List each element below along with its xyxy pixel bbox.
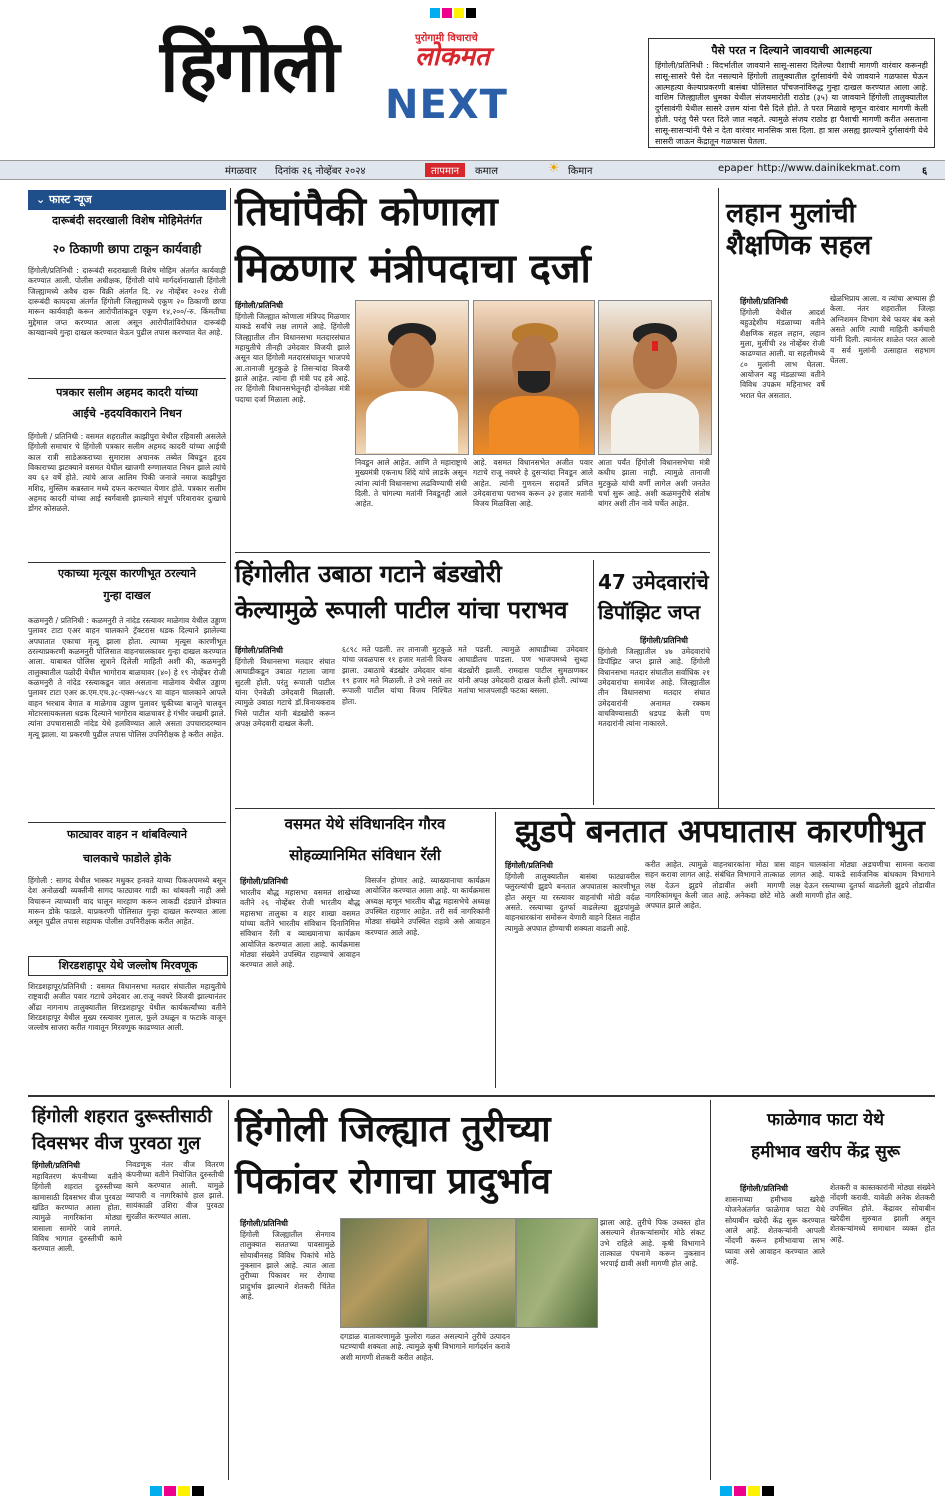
chevron-down-icon: ⌄ [36, 193, 50, 206]
registration-mark [720, 1486, 732, 1496]
dateline [0, 160, 945, 180]
fast-news-bar [28, 190, 226, 210]
lead-article-col4: आता पर्यंत हिंगोली विधानसभेचा मंत्री कधीच झाला नाही. त्यामुळे तानाजी मुटकुळे यांची वर्णी लागेल अशी जनतेत चर्चा सुरू आहे. अशी कळमनुरीचे संतोष बांगर अशी तीन नावे चर्चेत आहेत. [598, 458, 710, 509]
registration-mark [178, 1486, 190, 1496]
website-url[interactable]: http://www.dainikekmat.com [757, 163, 901, 174]
story2-byline: हिंगोली/प्रतिनिधी [235, 646, 284, 655]
story7-byline: हिंगोली/प्रतिनिधी [240, 1219, 289, 1228]
story5-col3: वाहन चालकांना मोठ्या अडचणीचा सामना करावा लागत आहे. याकडे सार्वजनिक बांधकाम विभागाने लक्ष देऊन रस्त्याच्या दुतर्फा वाढलेली झुडपे तोडावीत अशी मागणी होत आहे. [790, 860, 935, 901]
story6-headline-2: दिवसभर वीज पुरवठा गुल [32, 1133, 201, 1154]
column-divider [710, 1100, 711, 1480]
left-article-4: हिंगोली : सागद येथील भास्कर मधुकर हनवते याच्या पिकअपमध्ये बसून देश अनोळखी व्यक्तीनी सागद फाट्यावर गाडी का थांबवली नाही असे विचारून त्याच्याशी वाद घालून मारहाण करून लाकडी दंड्याने डोक्यात मारून डोके फाडले. याप्रकरणी पोलिसात गुन्हा दाखल करण्यात आला असून पुढील तपास सहायक पोलीस उपनिरीक्षक करीत आहेत. [28, 876, 226, 927]
epaper-label: epaper [718, 163, 754, 174]
left-headline-1: दारूबंदी सदरखाली विशेष मोहिमेतंर्गत [52, 214, 202, 227]
lead-headline-1: तिघांपैकी कोणाला [235, 189, 498, 235]
registration-mark [466, 8, 476, 18]
column-divider [593, 560, 594, 805]
story2-headline-1: हिंगोलीत उबाठा गटाने बंडखोरी [235, 560, 502, 588]
right-article-col2: खेळभिप्राय आला. व त्यांचा अभ्यास ही केला. नंतर शहरातील जिल्हा अग्निशमन विभाग येथे फायर बंब कसे असते आणि त्याची माहिती कर्मचारी यांनी दिली. त्यानंतर शाळेत परत आलो व सर्व मुलांनी उत्साहात सहभाग घेतला. [830, 294, 935, 366]
left-headline-5: शिरडशहापूर येथे जल्लोष मिरवणूक [28, 956, 228, 976]
left-headline-3b: गुन्हा दाखल [103, 589, 151, 602]
story3-article: हिंगोली जिल्ह्यातील ४७ उमेदवारांचे डिपॉझिट जप्त झाले आहे. हिंगोली विधानसभा मतदार संघातील सर्वाधिक २१ उमेदवारांचा समावेश आहे. जिल्ह्यातील तीन विधानसभा मतदार संघात उमेदवारांनी अनामत रक्कम वाचविण्यासाठी धडपड केली पण मतदारांनी त्यांना नाकारले. [598, 647, 710, 729]
story5-col2: करीत आहेत. त्यामुळे वाहनधारकांना मोठा त्रास सहन करावा लागत आहे. संबंधित विभागाने तात्काळ लक्ष देऊन झुडपे तोडावीत अशी मागणी नागरिकांमधून केली जात आहे. अनेकदा छोटे मोठे अपघात झाले आहेत. [645, 860, 785, 911]
column-divider [718, 188, 719, 808]
left-headline-4: फाट्यावर वाहन न थांबविल्याने [67, 828, 187, 841]
story7-headline-2: पिकांवर रोगाचा प्रादुर्भाव [235, 1161, 551, 1202]
crop-photo-3 [516, 1218, 598, 1328]
divider [28, 822, 226, 823]
lead-headline-2: मिळणार मंत्रीपदाचा दर्जा [235, 246, 591, 292]
top-news-box [648, 38, 935, 148]
story8-col2: शेतकरी व कास्तकारांनी मोठ्या संख्येने नोंदणी करावी. यावेळी अनेक शेतकरी उपस्थित होते. केंद्रावर सोयाबीन खरेदीस सुरुवात झाली असून शेतकऱ्यांमध्ये समाधान व्यक्त होत आहे. [830, 1183, 935, 1244]
story6-headline-1: हिंगोली शहरात दुरूस्तीसाठी [32, 1106, 212, 1127]
left-headline-4b: चालकाचे फाडोले ड़ोके [83, 852, 171, 865]
column-divider [230, 188, 231, 1088]
registration-mark [762, 1486, 774, 1496]
sun-icon: ☀ [548, 161, 560, 176]
divider [28, 378, 226, 379]
registration-mark [454, 8, 464, 18]
story2-col2: ६८९८ मते पडली. तर तानाजी मुटकुळे यांचा जवळपास ११ हजार मतांनी विजय झाला. उबाठाचे बंडखोर उमेदवार यांना १९ हजार मते मिळाली. ते उभे नसते तर रूपाली पाटील यांचा विजय निश्चित होता. [342, 645, 452, 706]
divider [28, 562, 226, 563]
right-headline: लहान मुलांची शैक्षणिक सहल [726, 198, 872, 262]
registration-mark [150, 1486, 162, 1496]
top-news-title: पैसे परत न दिल्याने जावयाची आत्महत्या [711, 44, 872, 57]
story4-byline: हिंगोली/प्रतिनिधी [240, 877, 289, 886]
photo-navghare [598, 300, 712, 455]
column-divider [228, 1100, 229, 1480]
registration-mark [734, 1486, 746, 1496]
story5-headline: झुडपे बनतात अपघातास कारणीभुत [515, 812, 925, 850]
story3-headline-2: डिपॉझिट जप्त [598, 600, 701, 624]
story7-col2: दगडाळ वातावरणामुळे फुलोरा गळत असल्याने तुरीचे उत्पादन घटण्याची शक्यता आहे. त्यामुळे कृषी विभागाने मार्गदर्शन करावे अशी मागणी शेतकरी करीत आहेत. [340, 1332, 510, 1362]
brand-tagline: पुरोगामी विचाराचे [415, 33, 478, 44]
left-headline-3: एकाच्या मृत्यूस कारणीभूत ठरल्याने [58, 567, 196, 580]
left-headline-2b: आईचे -हदयविकाराने निधन [72, 407, 182, 420]
story3-headline-1: 47 उमेदवारांचे [598, 570, 709, 594]
story8-headline-2: हमीभाव खरीप केंद्र सुरू [751, 1142, 900, 1162]
divider [235, 552, 710, 553]
lead-byline: हिंगोली/प्रतिनिधी [235, 301, 284, 310]
page-number: ६ [922, 166, 928, 177]
temperature-label: तापमान [425, 163, 465, 177]
story6-col2: निवडणूक नंतर वीज वितरण कंपनीच्या वतीने नियोजित दुरुस्तीची कामे करण्यात आली. यामुळे व्यापारी व नागरिकांचे हाल झाले. सायंकाळी उशिरा वीज पुरवठा सुरळीत करण्यात आला. [126, 1160, 224, 1221]
story5-byline: हिंगोली/प्रतिनिधी [505, 861, 554, 870]
registration-mark [748, 1486, 760, 1496]
story7-col1: हिंगोली जिल्ह्यातील सेनगाव तालुक्यात सततच्या पावसामुळे सोयाबीनसह विविध पिकांचे मोठे नुकसान झाले आहे. त्यात आता तुरीच्या पिकावर मर रोगाचा प्रादुर्भाव झाल्याने शेतकरी चिंतेत आहे. [240, 1230, 335, 1302]
right-byline: हिंगोली/प्रतिनिधी [740, 297, 789, 306]
story8-headline-1: फाळेगाव फाटा येथे [767, 1110, 884, 1130]
story4-headline-1: वसमत येथे संविधानदिन गौरव [284, 815, 446, 833]
left-article-3: कळमनुरी / प्रतिनिधी : कळमनुरी ते नांदेड रस्त्यावर माळेगाव येथील उड्डाण पुलावर टाटा एअर वाहन चालकाने ट्रॅक्टरास धडक दिल्याने झालेल्या अपघातात एकाचा मृत्यू झाला होता. त्याच्या मृत्यूस कारणीभूत ठरल्याप्रकरणी कळमनुरी पोलिसात वाहनचालकावर गुन्हा दाखल करण्यात आला. याबाबत पोलिस सूत्राने दिलेली माहिती अशी की, कळमनुरी तालुक्यातील पळोदी येथील भागोराव बाळचावर (४०) हे १९ नोव्हेंबर रोजी कळमनुरी ते नांदेड रस्त्याकडून जात असताना माळेगाव येथील उड्डाण पुलावर टाटा एअर क्र.एम.एच.३८-एक्स-५४८९ या वाहन चालकाने आपले वाहन भरधाव वेगात व माळेगाव उड्डाण पुलावर चुकीच्या बाजूने चालवून मोटारसायकलला धडक दिल्याने भागोराव बाळचावर हे गंभीर जखमी झाले. त्यांना उपचारासाठी नांदेड येथे हलविण्यात आले असता उपचारादरम्यान मृत्यू झाला. या प्रकरणी पुढील तपास पोलिस उपनिरीक्षक हे करीत आहेत. [28, 616, 226, 739]
story4-headline-2: सोहळ्यानिमित संविधान रॅली [289, 846, 441, 864]
lead-article-col1: हिंगोली जिल्ह्यात कोणाला मंत्रिपद मिळणार याकडे सर्वांचे लक्ष लागले आहे. हिंगोली जिल्ह्यातील तीन विधानसभा मतदारसंघात महायुतीचे तीनही उमेदवार विजयी झाले असून यात हिंगोली मतदारसंघातून भाजपचे आ.तानाजी मुटकुळे हे तिसऱ्यांदा विजयी झाले आहेत. त्यांना ही मंत्री पद हवे आहे. तर हिंगोली विधानसभेतूनही दोनवेळा मंत्री पदाचा दर्जा मिळाला आहे. [235, 312, 350, 404]
story5-col1: हिंगोली तालुक्यातील बासंबा फाट्यावरील फ्लुरल्यांची झुडपे बनतात अपघातास कारणीभूत होत असून या रस्त्यावर वाहनांची मोठी वर्दळ असते. रस्त्याच्या दुतर्फा वाढलेल्या झुडपांमुळे वाहनधारकांना समोरून येणारी वाहने दिसत नाहीत त्यामुळे अपघात होण्याची शक्यता वाढली आहे. [505, 872, 640, 933]
story3-byline: हिंगोली/प्रतिनिधी [640, 636, 689, 645]
story6-col1: महावितरण कंपनीच्या वतीने हिंगोली शहरात दुरुस्तीच्या कामासाठी दिवसभर वीज पुरवठा खंडित करण्यात आला होता. त्यामुळे नागरिकांना मोठ्या त्रासाला सामोरे जावे लागले. विविध भागात दुरुस्तीची कामे करण्यात आली. [32, 1172, 122, 1254]
top-news-text: हिंगोली/प्रतिनिधी : विदर्भातील जावयाने सासू-सासरा दिलेल्या पैशाची मागणी वारंवार करूनही सासू-सासरे पैसे देत नसल्याने हिंगोली तालुक्यातील दुर्गसावंगी येथे जावयाने गळफास घेऊन आत्महत्या केल्याप्रकरणी बासंबा पोलिसात पाँचजनांविरुद्ध गुन्हा दाखल करण्यात आला आहे. वाशिम जिल्ह्यातील धुमका येथील संजयमारोती राठोड (३५) या जावयाने हिंगोली तालुक्यातील दुर्गसावंगी येथील सासरे उत्तम यांना पैसे दिले होते. ते परत मिळावे म्हणून वारंवार मागणी केली होती. परंतु पैसे परत दिले जात नव्हते. त्यामुळे संजय राठोड हा पैशाची मागणी करीत असताना सासू-सासर्‍यांनी पैसे न देता वारंवार मानसिक त्रास दिला. हा त्रास असह्य झाल्याने दुर्गसावंगी येथे सासरी जाऊन केंद्रातून गळफास घेतला. [655, 61, 928, 146]
crop-photo-1 [340, 1218, 428, 1328]
story2-col1: हिंगोली विधानसभा मतदार संघात आघाडीकडून उबाठा गटाला जागा सुटली होती. परंतु रूपाली पाटील यांना ऐनवेळी उमेदवारी मिळाली. त्यामुळे उबाठा गटाचे डॉ.विनायकराव भिसे पाटील यांनी बंडखोरी करून अपक्ष उमेदवारी दाखल केली. [235, 657, 335, 729]
column-divider [495, 812, 496, 1088]
lead-article-col3: आहे. वसमत विधानसभेत अजीत पवार गटाचे राजू नवघरे हे दुसऱ्यांदा निवडून आले आहेत. त्यांनी गुणरत्न सदावर्ते प्रणित उमेदवाराचा पराभव करून ३२ हजार मतांनी विजय मिळविला आहे. [473, 458, 593, 509]
registration-mark [192, 1486, 204, 1496]
right-article-col1: हिंगोली येथील आदर्श बहुउद्देशीय मंडळाच्या वतीने शैक्षणिक सहल लहान, लहान मुला, मुलींची २४ नोव्हेंबर रोजी काढण्यात आली. या सहलीमध्ये ८० मुलांनी लाभ घेतला. आयोजन बहु मंडळाच्या वतीने विविध उपक्रम महिनाभर वर्षे भरात घेत असतात. [740, 308, 825, 400]
story7-col3: झाला आहे. तुरीचे पिक उध्वस्त होत असल्याने शेतकऱ्यांसमोर मोठे संकट उभे राहिले आहे. कृषी विभागाने तात्काळ पंचनामे करून नुकसान भरपाई द्यावी अशी मागणी होत आहे. [600, 1218, 705, 1269]
story8-col1: शासनाच्या हमीभाव खरेदी योजनेअंतर्गत फाळेगाव फाटा येथे सोयाबीन खरेदी केंद्र सुरू करण्यात आले आहे. शेतकऱ्यांनी आपली नोंदणी करून हमीभावाचा लाभ घ्यावा असे आवाहन करण्यात आले आहे. [725, 1195, 825, 1267]
story4-col2: विसर्जन होणार आहे. व्याख्यानाचा कार्यक्रम आयोजित करण्यात आला आहे. या कार्यक्रमास अध्यक्ष म्हणून भारतीय बौद्ध महासभेचे अध्यक्ष उपस्थित राहणार आहेत. तरी सर्व नागरिकांनी मोठ्या संख्येने उपस्थित राहावे असे आवाहन करण्यात आले आहे. [365, 876, 490, 937]
edition-name: NEXT [385, 82, 508, 128]
temperature-max: कमाल [475, 166, 499, 177]
divider [28, 1095, 935, 1097]
story8-byline: हिंगोली/प्रतिनिधी [740, 1184, 789, 1193]
temperature-min: किमान [568, 166, 593, 177]
photo-bangar [473, 300, 595, 455]
registration-mark [442, 8, 452, 18]
left-article-2: हिंगोली / प्रतिनिधी : वसमत शहरातील काझीपुरा येथील रहिवासी असलेले हिंगोली समाचार चे हिंगोली पत्रकार सलीम अहमद कादरी यांच्या आईची काल रात्री साडेअकराच्या सुमारास अचानक तब्येत बिघडून हृदय विकाराच्या झटक्याने वसमत येथील खाजगी रुग्णालयात निधन झाले त्यांचे वय ६२ वर्षे होते. त्यांचे आज आलिम पिकी जनाजे नमाज काझीपुरा मशिद, मुस्लिम कब्रस्तान मध्ये दफन करण्यात येणार होते. पत्रकार सलीम अहमद कादरी यांच्या आई स्वर्गवासी झाल्याने संपूर्ण परिवारावर दुःखाचे डोंगर कोसळले. [28, 432, 226, 514]
crop-photo-2 [428, 1218, 516, 1328]
story6-byline: हिंगोली/प्रतिनिधी [32, 1161, 81, 1170]
fast-news-label: फास्ट न्यूज [49, 193, 92, 206]
masthead-title: हिंगोली [160, 24, 338, 108]
story2-headline-2: केल्यामुळे रूपाली पाटील यांचा पराभव [235, 596, 568, 624]
photo-mutkule [355, 300, 469, 455]
brand-logo [415, 30, 490, 70]
divider [235, 808, 935, 809]
dateline-day: मंगळवार [225, 166, 257, 177]
brand-name: लोकमत [415, 42, 490, 72]
left-headline-2: पत्रकार सलीम अहमद कादरी यांच्या [56, 386, 198, 399]
left-article-5: शिरडशहापूर/प्रतिनिधी : वसमत विधानसभा मतदार संघातील महायुतीचे राष्ट्रवादी अजीत पवार गटाचे उमेदवार आ.राजू नवघरे विजयी झाल्यानंतर औंढा नागनाथ तालुक्यातील शिरडशहापूर येथील कार्यकर्त्यांच्या वतीने शिरडशहापूर येथील मुख्य रस्त्यावर गुलाल, फुले उधळून व फटाके वाजून जल्लोष साजरा करीत गावातून मिरवणूक काढण्यात आली. [28, 982, 226, 1033]
lead-article-col2: निवडून आले आहेत. आणि ते महाराष्ट्राचे मुख्यमंत्री एकनाथ शिंदे यांचे लाडके असून त्यांना त्यांनी विधानसभा लढविण्याची संधी दिली. ते चांगल्या मतांनी निवडूनही आले आहेत. [355, 458, 467, 509]
story4-col1: भारतीय बौद्ध महासभा वसमत शाखेच्या वतीने २६ नोव्हेंबर रोजी भारतीय बौद्ध महासभा तालुका व शहर शाखा वसमत यांच्या वतीने भारतीय संविधान दिनानिमित्त संविधान रॅली व व्याख्यानाचा कार्यक्रम आयोजित करण्यात आला आहे. कार्यक्रमास मोठ्या संख्येने उपस्थित राहण्याचे आवाहन करण्यात आले आहे. [240, 888, 360, 970]
registration-mark [164, 1486, 176, 1496]
story7-headline-1: हिंगोली जिल्ह्यात तुरीच्या [235, 1109, 551, 1150]
registration-mark [430, 8, 440, 18]
left-headline-1b: २० ठिकाणी छापा टाकून कार्यवाही [52, 242, 202, 256]
dateline-date: दिनांक २६ नोव्हेंबर २०२४ [275, 166, 366, 177]
story2-col3: मते पडली. त्यामुळे आघाडीच्या उमेदवार आघाडीतच पाडला. पण भाजपमध्ये सुध्दा बंडखोरी झाली. रामदास पाटील सुमठाणकर यांनी अपक्ष उमेदवारी दाखल केली होती. त्यांच्या मतांचा भाजपलाही फटका बसला. [458, 645, 588, 696]
left-article-1: हिंगोली/प्रतिनिधी : दारूबंदी सदराखाली विशेष मोहिम अंतर्गत कार्यवाही करण्यात आली. पोलीस अधीक्षक, हिंगोली यांचे मार्गदर्शनाखाली हिंगोली जिल्ह्यामध्ये अवैध दारू विक्री अंतर्गत दि. २४ नोव्हेंबर २०२४ रोजी दारूबंदी कायदया अंतर्गत हिंगोली जिल्ह्यामध्ये एकूण २० ठिकाणी छापा मारून कार्यवाही करून आरोपीतांकडून एकूण १४,२००/-रु. किंमतीचा मुद्देमाल जप्त करण्यात आला असून आरोपीतांविरोधात दारूबंदी कायद्यान्वये गुन्हा दाखल करण्यात येऊन पुढील तपास करण्यात येत आहे. [28, 266, 226, 338]
